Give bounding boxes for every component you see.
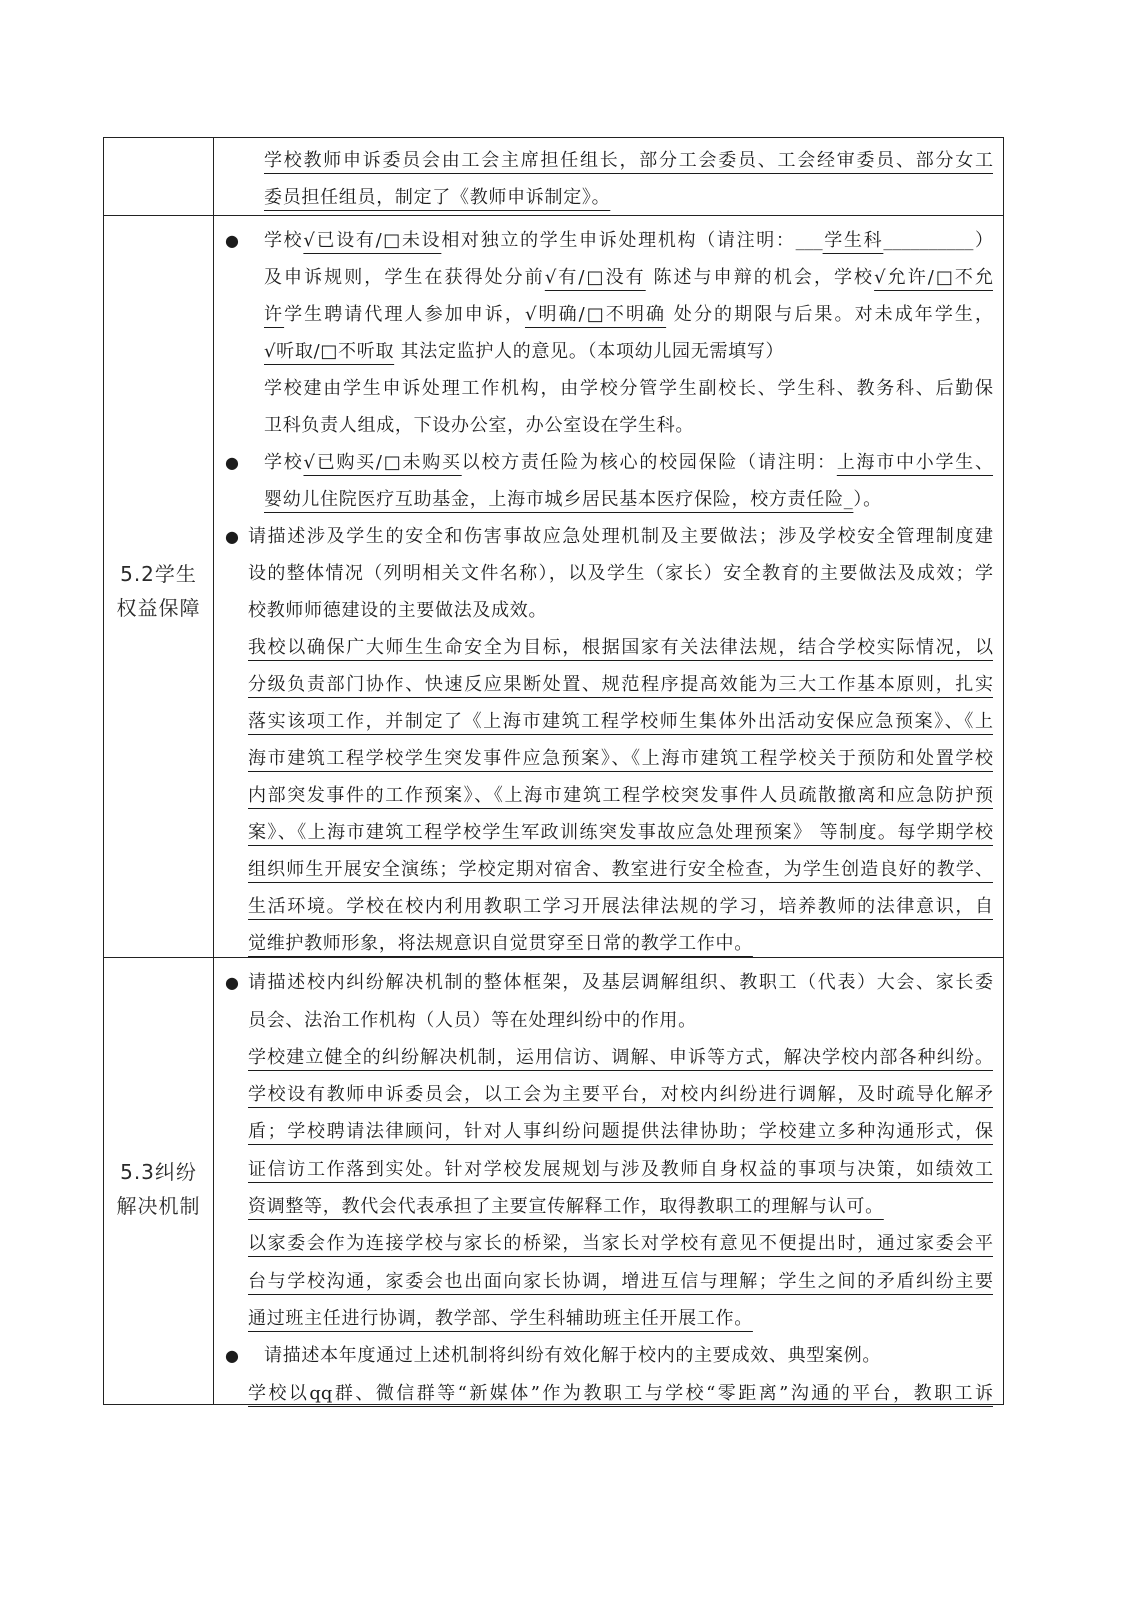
filled-answer-text: 落实该项工作，并制定了《上海市建筑工程学校师生集体外出活动安保应急预案》、《上 <box>248 710 993 732</box>
line-text <box>248 555 993 592</box>
form-text: 学生聘请代理人参加申诉， <box>284 303 525 325</box>
line-text <box>248 777 993 814</box>
filled-answer-text: 学校建立健全的纠纷解决机制，运用信访、调解、申诉等方式，解决学校内部各种纠纷。 <box>248 1046 993 1068</box>
form-text: 校教师师德建设的主要做法及成效。 <box>248 599 548 621</box>
line-text <box>264 370 993 407</box>
filled-answer-text: 以家委会作为连接学校与家长的桥梁，当家长对学校有意见不便提出时，通过家委会平 <box>248 1233 993 1255</box>
filled-answer-text: √已购买/□未购买 <box>303 451 462 473</box>
section-label-cell <box>104 958 214 1404</box>
filled-answer-text: 学校设有教师申诉委员会，以工会为主要平台，对校内纠纷进行调解，及时疏导化解矛 <box>248 1084 993 1106</box>
line-text <box>248 814 993 851</box>
filled-answer-text: √有/□没有 <box>544 266 646 288</box>
line-text <box>264 407 993 444</box>
line-text <box>248 1076 993 1113</box>
line-text <box>248 666 993 703</box>
filled-answer-text: 台与学校沟通，家委会也出面向家长协调，增进互信与理解；学生之间的矛盾纠纷主要 <box>248 1270 993 1292</box>
text-line <box>214 179 1003 216</box>
text-line <box>214 1113 1003 1150</box>
line-text <box>248 1188 993 1225</box>
text-line <box>214 259 1003 296</box>
form-text: 处分的期限与后果。对未成年学生， <box>666 303 994 325</box>
filled-answer-text: 上海市中小学生、 <box>836 451 994 473</box>
form-text: __________） <box>883 229 994 251</box>
bullet-icon: ● <box>225 452 239 472</box>
text-line <box>214 1337 1003 1374</box>
text-line <box>214 629 1003 666</box>
filled-answer-text: √明确/□不明确 <box>524 303 667 325</box>
line-text <box>248 925 993 962</box>
form-text: ）。 <box>853 488 882 510</box>
text-line <box>214 1300 1003 1337</box>
bullet-icon: ● <box>225 1346 239 1366</box>
filled-answer-text: 通过班主任进行协调，教学部、学生科辅助班主任开展工作。 <box>248 1307 753 1329</box>
text-line <box>214 142 1003 179</box>
text-line <box>214 1151 1003 1188</box>
text-line <box>214 703 1003 740</box>
text-line <box>214 1188 1003 1225</box>
line-text <box>248 1151 993 1188</box>
line-text <box>248 629 993 666</box>
bullet-icon: ● <box>225 230 239 250</box>
form-text: 相对独立的学生申诉处理机构（请注明：___ <box>441 229 823 251</box>
filled-answer-text: 案》、《上海市建筑工程学校学生军政训练突发事故应急处理预案》 等制度。每学期学校 <box>248 821 993 843</box>
form-text: 以校方责任险为核心的校园保险（请注明： <box>461 451 837 473</box>
text-line <box>214 370 1003 407</box>
filled-answer-text: √允许/□不允 <box>874 266 993 288</box>
section-label-cell <box>104 138 214 215</box>
filled-answer-text: 生活环境。学校在校内利用教职工学习开展法律法规的学习，培养教师的法律意识，自 <box>248 895 993 917</box>
text-line <box>214 333 1003 370</box>
line-text <box>248 740 993 777</box>
line-text <box>248 888 993 925</box>
section-content-cell <box>214 138 1003 215</box>
text-line <box>214 555 1003 592</box>
filled-answer-text: 我校以确保广大师生生命安全为目标，根据国家有关法律法规，结合学校实际情况，以 <box>248 636 993 658</box>
text-line <box>214 481 1003 518</box>
bullet-icon: ● <box>225 526 239 546</box>
filled-answer-text: 内部突发事件的工作预案》、《上海市建筑工程学校突发事件人员疏散撤离和应急防护预 <box>248 784 993 806</box>
line-text <box>248 1263 993 1300</box>
line-text <box>264 444 993 481</box>
line-text <box>248 518 993 555</box>
text-line <box>214 222 1003 259</box>
filled-answer-text: 资调整等，教代会代表承担了主要宣传解释工作，取得教职工的理解与认可。 <box>248 1196 884 1218</box>
form-text: 设的整体情况（列明相关文件名称），以及学生（家长）安全教育的主要做法及成效；学 <box>248 562 993 584</box>
section-label-cell <box>104 216 214 957</box>
line-text <box>248 1375 993 1412</box>
text-line <box>214 1002 1003 1039</box>
line-text <box>248 1225 993 1262</box>
form-text: 陈述与申辩的机会，学校 <box>645 266 875 288</box>
filled-answer-text: 许 <box>264 303 285 325</box>
line-text <box>248 1039 993 1076</box>
text-line <box>214 407 1003 444</box>
text-line <box>214 740 1003 777</box>
form-text: 学校 <box>264 451 304 473</box>
text-line <box>214 296 1003 333</box>
bullet-icon: ● <box>225 973 239 993</box>
form-text: 卫科负责人组成，下设办公室，办公室设在学生科。 <box>264 414 695 436</box>
filled-answer-text: 觉维护教师形象，将法规意识自觉贯穿至日常的教学工作中。 <box>248 932 753 954</box>
text-line <box>214 814 1003 851</box>
filled-answer-text: 学校教师申诉委员会由工会主席担任组长，部分工会委员、工会经审委员、部分女工 <box>264 149 993 171</box>
form-table <box>103 137 1004 1405</box>
filled-answer-text: √已设有/□未设 <box>303 229 442 251</box>
form-text: 其法定监护人的意见。（本项幼儿园无需填写） <box>394 340 785 362</box>
form-text: 学校建由学生申诉处理工作机构，由学校分管学生副校长、学生科、教务科、后勤保 <box>264 377 993 399</box>
filled-answer-text: 分级负责部门协作、快速反应果断处置、规范程序提高效能为三大工作基本原则，扎实 <box>248 673 993 695</box>
filled-answer-text: 婴幼儿住院医疗互助基金，上海市城乡居民基本医疗保险，校方责任险_ <box>264 488 854 510</box>
section-label: 权益保障 <box>116 596 201 620</box>
form-text: 请描述涉及学生的安全和伤害事故应急处理机制及主要做法；涉及学校安全管理制度建 <box>248 525 993 547</box>
text-line <box>214 888 1003 925</box>
text-line <box>214 964 1003 1001</box>
filled-answer-text: 学校以qq群、微信群等“新媒体”作为教职工与学校“零距离”沟通的平台，教职工诉 <box>248 1382 993 1404</box>
section-label: 5.2学生 <box>120 562 197 586</box>
line-text <box>264 1337 993 1374</box>
form-text: 学校 <box>264 229 304 251</box>
filled-answer-text: 委员担任组员，制定了《教师申诉制定》。 <box>264 186 611 208</box>
section-content-cell <box>214 958 1003 1404</box>
section-label: 5.3纠纷 <box>120 1160 197 1184</box>
text-line <box>214 777 1003 814</box>
line-text <box>264 296 993 333</box>
text-line <box>214 518 1003 555</box>
section-label: 解决机制 <box>116 1194 201 1218</box>
text-line <box>214 925 1003 962</box>
line-text <box>264 179 993 216</box>
filled-answer-text: 盾；学校聘请法律顾问，针对人事纠纷问题提供法律协助；学校建立多种沟通形式，保 <box>248 1121 993 1143</box>
form-text: 员会、法治工作机构（人员）等在处理纠纷中的作用。 <box>248 1009 697 1031</box>
text-line <box>214 592 1003 629</box>
line-text <box>264 259 993 296</box>
line-text <box>264 222 993 259</box>
text-line <box>214 851 1003 888</box>
line-text <box>248 1300 993 1337</box>
form-text: 请描述本年度通过上述机制将纠纷有效化解于校内的主要成效、典型案例。 <box>264 1345 882 1367</box>
text-line <box>214 1225 1003 1262</box>
text-line <box>214 1039 1003 1076</box>
text-line <box>214 1263 1003 1300</box>
line-text <box>248 851 993 888</box>
line-text <box>248 592 993 629</box>
filled-answer-text: 学生科 <box>822 229 884 251</box>
filled-answer-text: √听取/□不听取 <box>264 340 395 362</box>
line-text <box>248 1113 993 1150</box>
table-row-union-appeal <box>104 138 1003 216</box>
text-line <box>214 666 1003 703</box>
text-line <box>214 444 1003 481</box>
section-content-cell <box>214 216 1003 957</box>
filled-answer-text: 海市建筑工程学校学生突发事件应急预案》、《上海市建筑工程学校关于预防和处置学校 <box>248 747 993 769</box>
line-text <box>264 333 993 370</box>
table-row-dispute-resolution <box>104 958 1003 1404</box>
line-text <box>248 1002 993 1039</box>
table-row-student-rights <box>104 216 1003 958</box>
form-text: 请描述校内纠纷解决机制的整体框架，及基层调解组织、教职工（代表）大会、家长委 <box>248 972 993 994</box>
filled-answer-text: 组织师生开展安全演练；学校定期对宿舍、教室进行安全检查，为学生创造良好的教学、 <box>248 858 993 880</box>
line-text <box>248 964 993 1001</box>
line-text <box>264 481 993 518</box>
text-line <box>214 1076 1003 1113</box>
text-line <box>214 1375 1003 1412</box>
filled-answer-text: 证信访工作落到实处。针对学校发展规划与涉及教师自身权益的事项与决策，如绩效工 <box>248 1158 993 1180</box>
form-text: 及申诉规则，学生在获得处分前 <box>264 266 545 288</box>
line-text <box>248 703 993 740</box>
line-text <box>264 142 993 179</box>
